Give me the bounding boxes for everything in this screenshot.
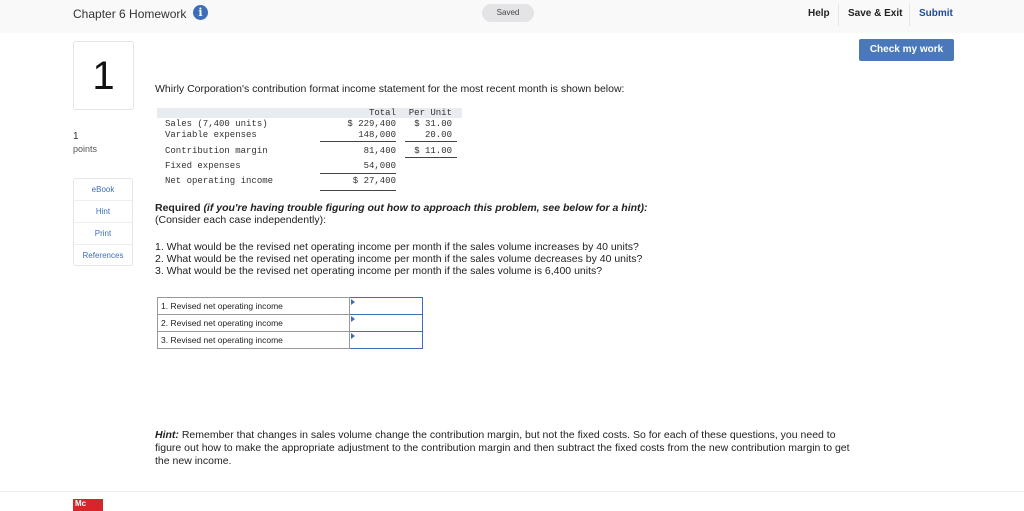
answer-input-2[interactable]: [350, 315, 423, 332]
col-per-unit: Per Unit: [408, 108, 452, 118]
top-bar: [0, 0, 1024, 33]
help-link[interactable]: Help: [808, 8, 830, 19]
footer-divider: [0, 491, 1024, 492]
required-note: (Consider each case independently):: [155, 214, 327, 226]
sidebar-references[interactable]: References: [82, 251, 124, 260]
hint-text: [155, 429, 855, 468]
row-label: Variable expenses: [165, 130, 257, 140]
row-total: 81,400: [363, 146, 396, 156]
saved-status: Saved: [482, 4, 534, 22]
resource-sidebar: [73, 178, 133, 266]
question-2: 2. What would be the revised net operating income per month if the sales volume decreases by 40 units?: [155, 253, 643, 265]
row-per-unit: $ 31.00: [414, 119, 452, 129]
answer-table: [157, 297, 423, 349]
question-1: 1. What would be the revised net operating income per month if the sales volume increases by 40 units?: [155, 241, 639, 253]
question-number: 1: [73, 41, 134, 110]
answer-input-3[interactable]: [350, 332, 423, 349]
mcgraw-hill-logo: Mc: [73, 499, 103, 511]
table-row: [158, 332, 423, 349]
required-hint-note: (if you're having trouble figuring out how to approach this problem, see below for a hint):: [203, 202, 648, 214]
points-label: points: [73, 144, 98, 154]
answer-label: 3. Revised net operating income: [158, 332, 350, 349]
row-per-unit: $ 11.00: [414, 146, 452, 156]
hint-body: Remember that changes in sales volume change the contribution margin, but not the fixed costs. So for each of these questions, you need to figure out how to make the appropriate adjustment to the contribution margin and then subtract the fixed costs from the new contribution margin to get the new income.: [155, 429, 850, 467]
row-label: Sales (7,400 units): [165, 119, 268, 129]
row-total: 54,000: [363, 161, 396, 171]
col-total: Total: [368, 108, 396, 118]
row-label: Contribution margin: [165, 146, 268, 156]
answer-label: 2. Revised net operating income: [158, 315, 350, 332]
save-exit-link[interactable]: Save & Exit: [848, 8, 903, 19]
check-my-work-button[interactable]: Check my work: [859, 39, 954, 61]
row-total: $ 27,400: [352, 176, 396, 186]
row-per-unit: 20.00: [424, 130, 452, 140]
points-value: 1: [73, 131, 79, 142]
required-label: Required: [155, 202, 201, 214]
info-icon[interactable]: i: [193, 5, 208, 20]
table-row: [158, 298, 423, 315]
row-label: Fixed expenses: [165, 161, 241, 171]
hint-label: Hint:: [155, 429, 179, 441]
intro-text: Whirly Corporation's contribution format income statement for the most recent month is shown below:: [155, 83, 625, 95]
row-total: 148,000: [358, 130, 396, 140]
sidebar-ebook[interactable]: eBook: [74, 179, 132, 201]
row-label: Net operating income: [165, 176, 274, 186]
income-statement: [157, 108, 462, 187]
sidebar-print[interactable]: Print: [74, 223, 132, 245]
answer-input-1[interactable]: [350, 298, 423, 315]
row-total: $ 229,400: [347, 119, 396, 129]
submit-link[interactable]: Submit: [919, 8, 953, 19]
required-heading: [155, 202, 648, 214]
assignment-title: Chapter 6 Homework: [73, 7, 187, 21]
question-3: 3. What would be the revised net operating income per month if the sales volume is 6,400 units?: [155, 265, 603, 277]
sidebar-hint[interactable]: Hint: [74, 201, 132, 223]
table-row: [158, 315, 423, 332]
answer-label: 1. Revised net operating income: [158, 298, 350, 315]
